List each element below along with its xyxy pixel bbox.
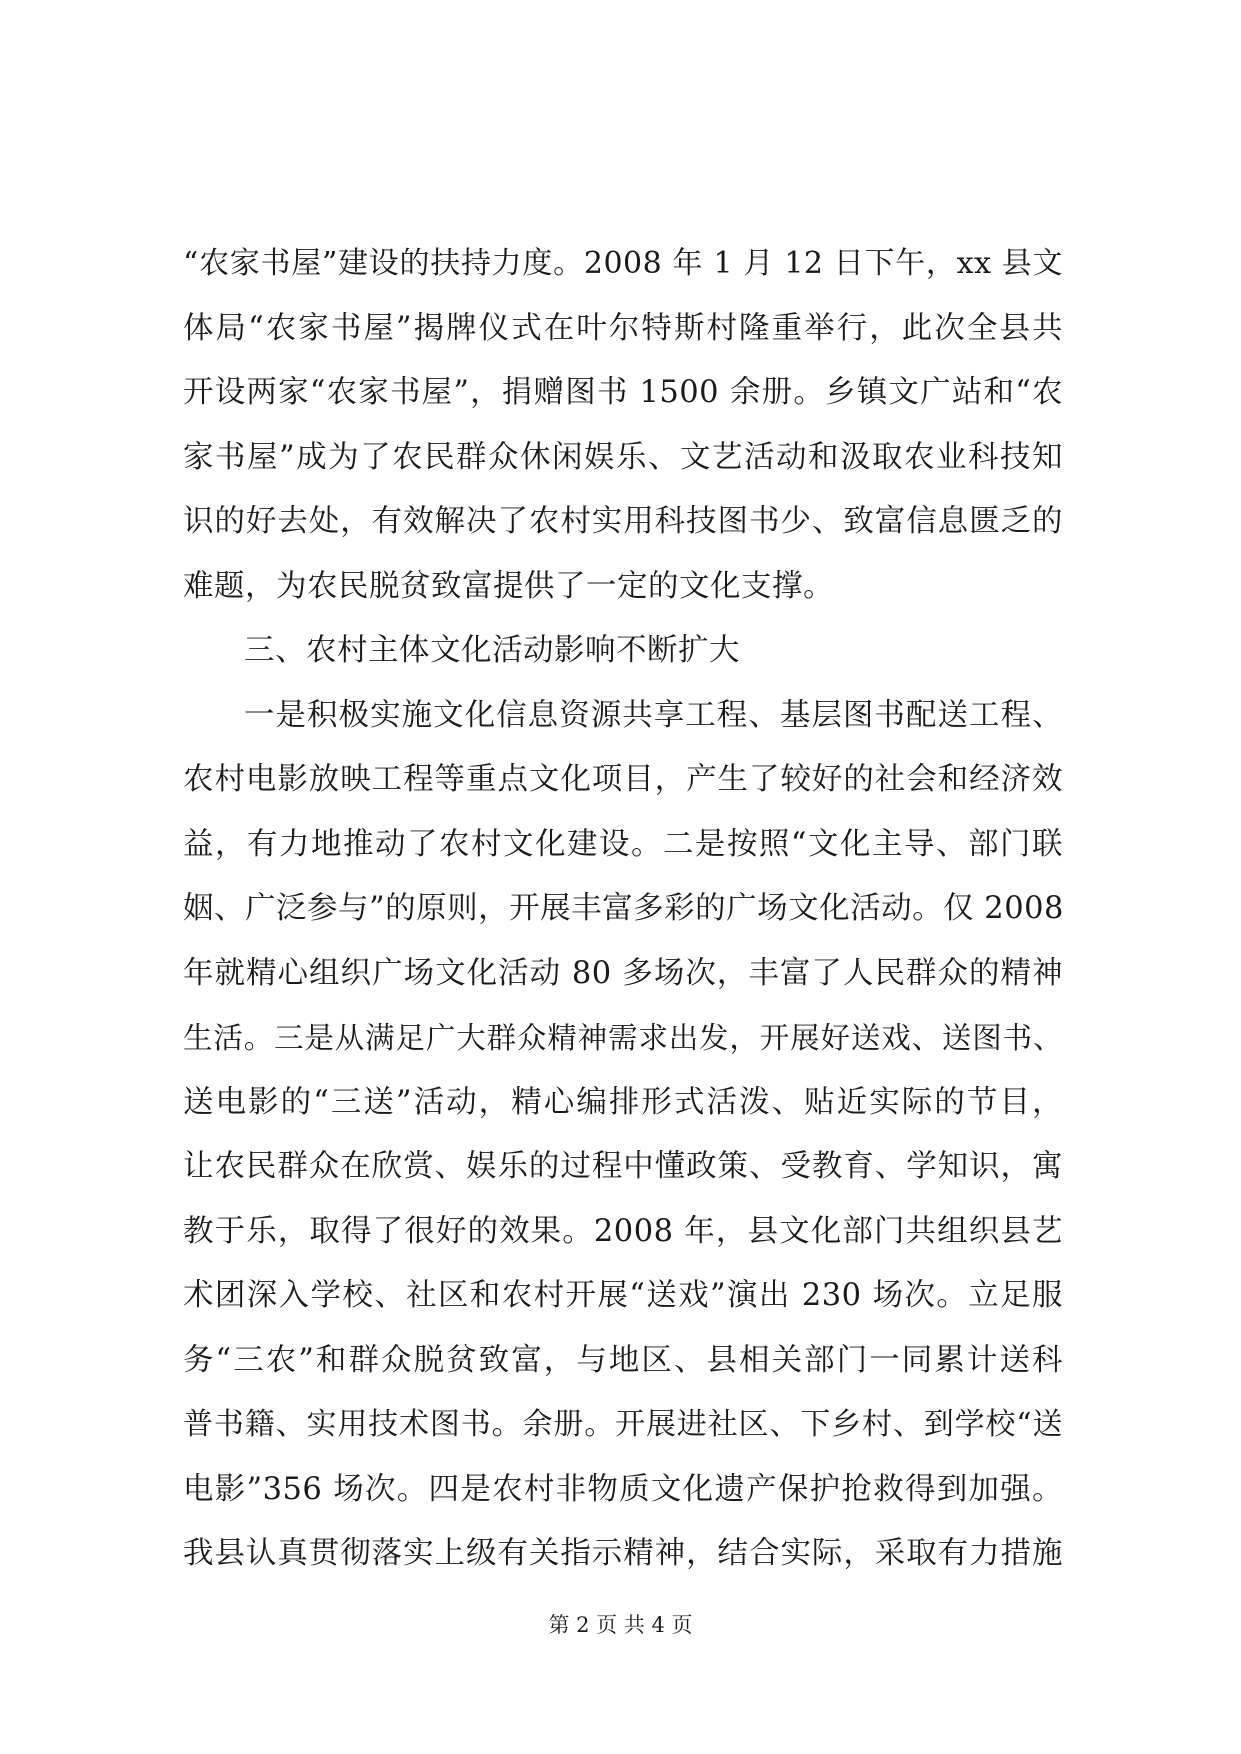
body-line: 务“三农”和群众脱贫致富，与地区、县相关部门一同累计送科 [183, 1342, 1063, 1378]
body-line: 年就精心组织广场文化活动 80 多场次，丰富了人民群众的精神 [183, 955, 1063, 991]
body-line: 我县认真贯彻落实上级有关指示精神，结合实际，采取有力措施 [183, 1536, 1063, 1571]
body-line: 识的好去处，有效解决了农村实用科技图书少、致富信息匮乏的 [183, 504, 1063, 539]
body-line: 一是积极实施文化信息资源共享工程、基层图书配送工程、 [244, 697, 1063, 733]
body-line: 术团深入学校、社区和农村开展“送戏”演出 230 场次。立足服 [183, 1278, 1063, 1313]
page-indicator: 第 2 页 共 4 页 [548, 1613, 693, 1637]
body-line: 体局“农家书屋”揭牌仪式在叶尔特斯村隆重举行，此次全县共 [183, 310, 1063, 346]
body-line: 普书籍、实用技术图书。余册。开展进社区、下乡村、到学校“送 [183, 1407, 1063, 1442]
body-line: 送电影的“三送”活动，精心编排形式活泼、贴近实际的节目， [183, 1084, 1063, 1120]
body-line: 教于乐，取得了很好的效果。2008 年，县文化部门共组织县艺 [183, 1213, 1063, 1249]
body-line: 生活。三是从满足广大群众精神需求出发，开展好送戏、送图书、 [183, 1021, 1063, 1055]
body-line: 开设两家“农家书屋”，捐赠图书 1500 余册。乡镇文广站和“农 [183, 375, 1063, 410]
section-heading: 三、农村主体文化活动影响不断扩大 [244, 633, 740, 668]
body-line: 家书屋”成为了农民群众休闲娱乐、文艺活动和汲取农业科技知 [183, 439, 1063, 475]
body-line: “农家书屋”建设的扶持力度。2008 年 1 月 12 日下午，xx 县文 [183, 246, 1063, 281]
document-body [183, 232, 1063, 1587]
body-line: 难题，为农民脱贫致富提供了一定的文化支撑。 [183, 568, 834, 604]
body-line: 农村电影放映工程等重点文化项目，产生了较好的社会和经济效 [183, 762, 1063, 797]
body-line: 电影”356 场次。四是农村非物质文化遗产保护抢救得到加强。 [183, 1471, 1063, 1507]
body-line: 让农民群众在欣赏、娱乐的过程中懂政策、受教育、学知识，寓 [183, 1149, 1063, 1184]
body-line: 益，有力地推动了农村文化建设。二是按照“文化主导、部门联 [183, 826, 1063, 862]
body-line: 姻、广泛参与”的原则，开展丰富多彩的广场文化活动。仅 2008 [183, 891, 1064, 926]
page-footer [0, 1610, 1241, 1640]
